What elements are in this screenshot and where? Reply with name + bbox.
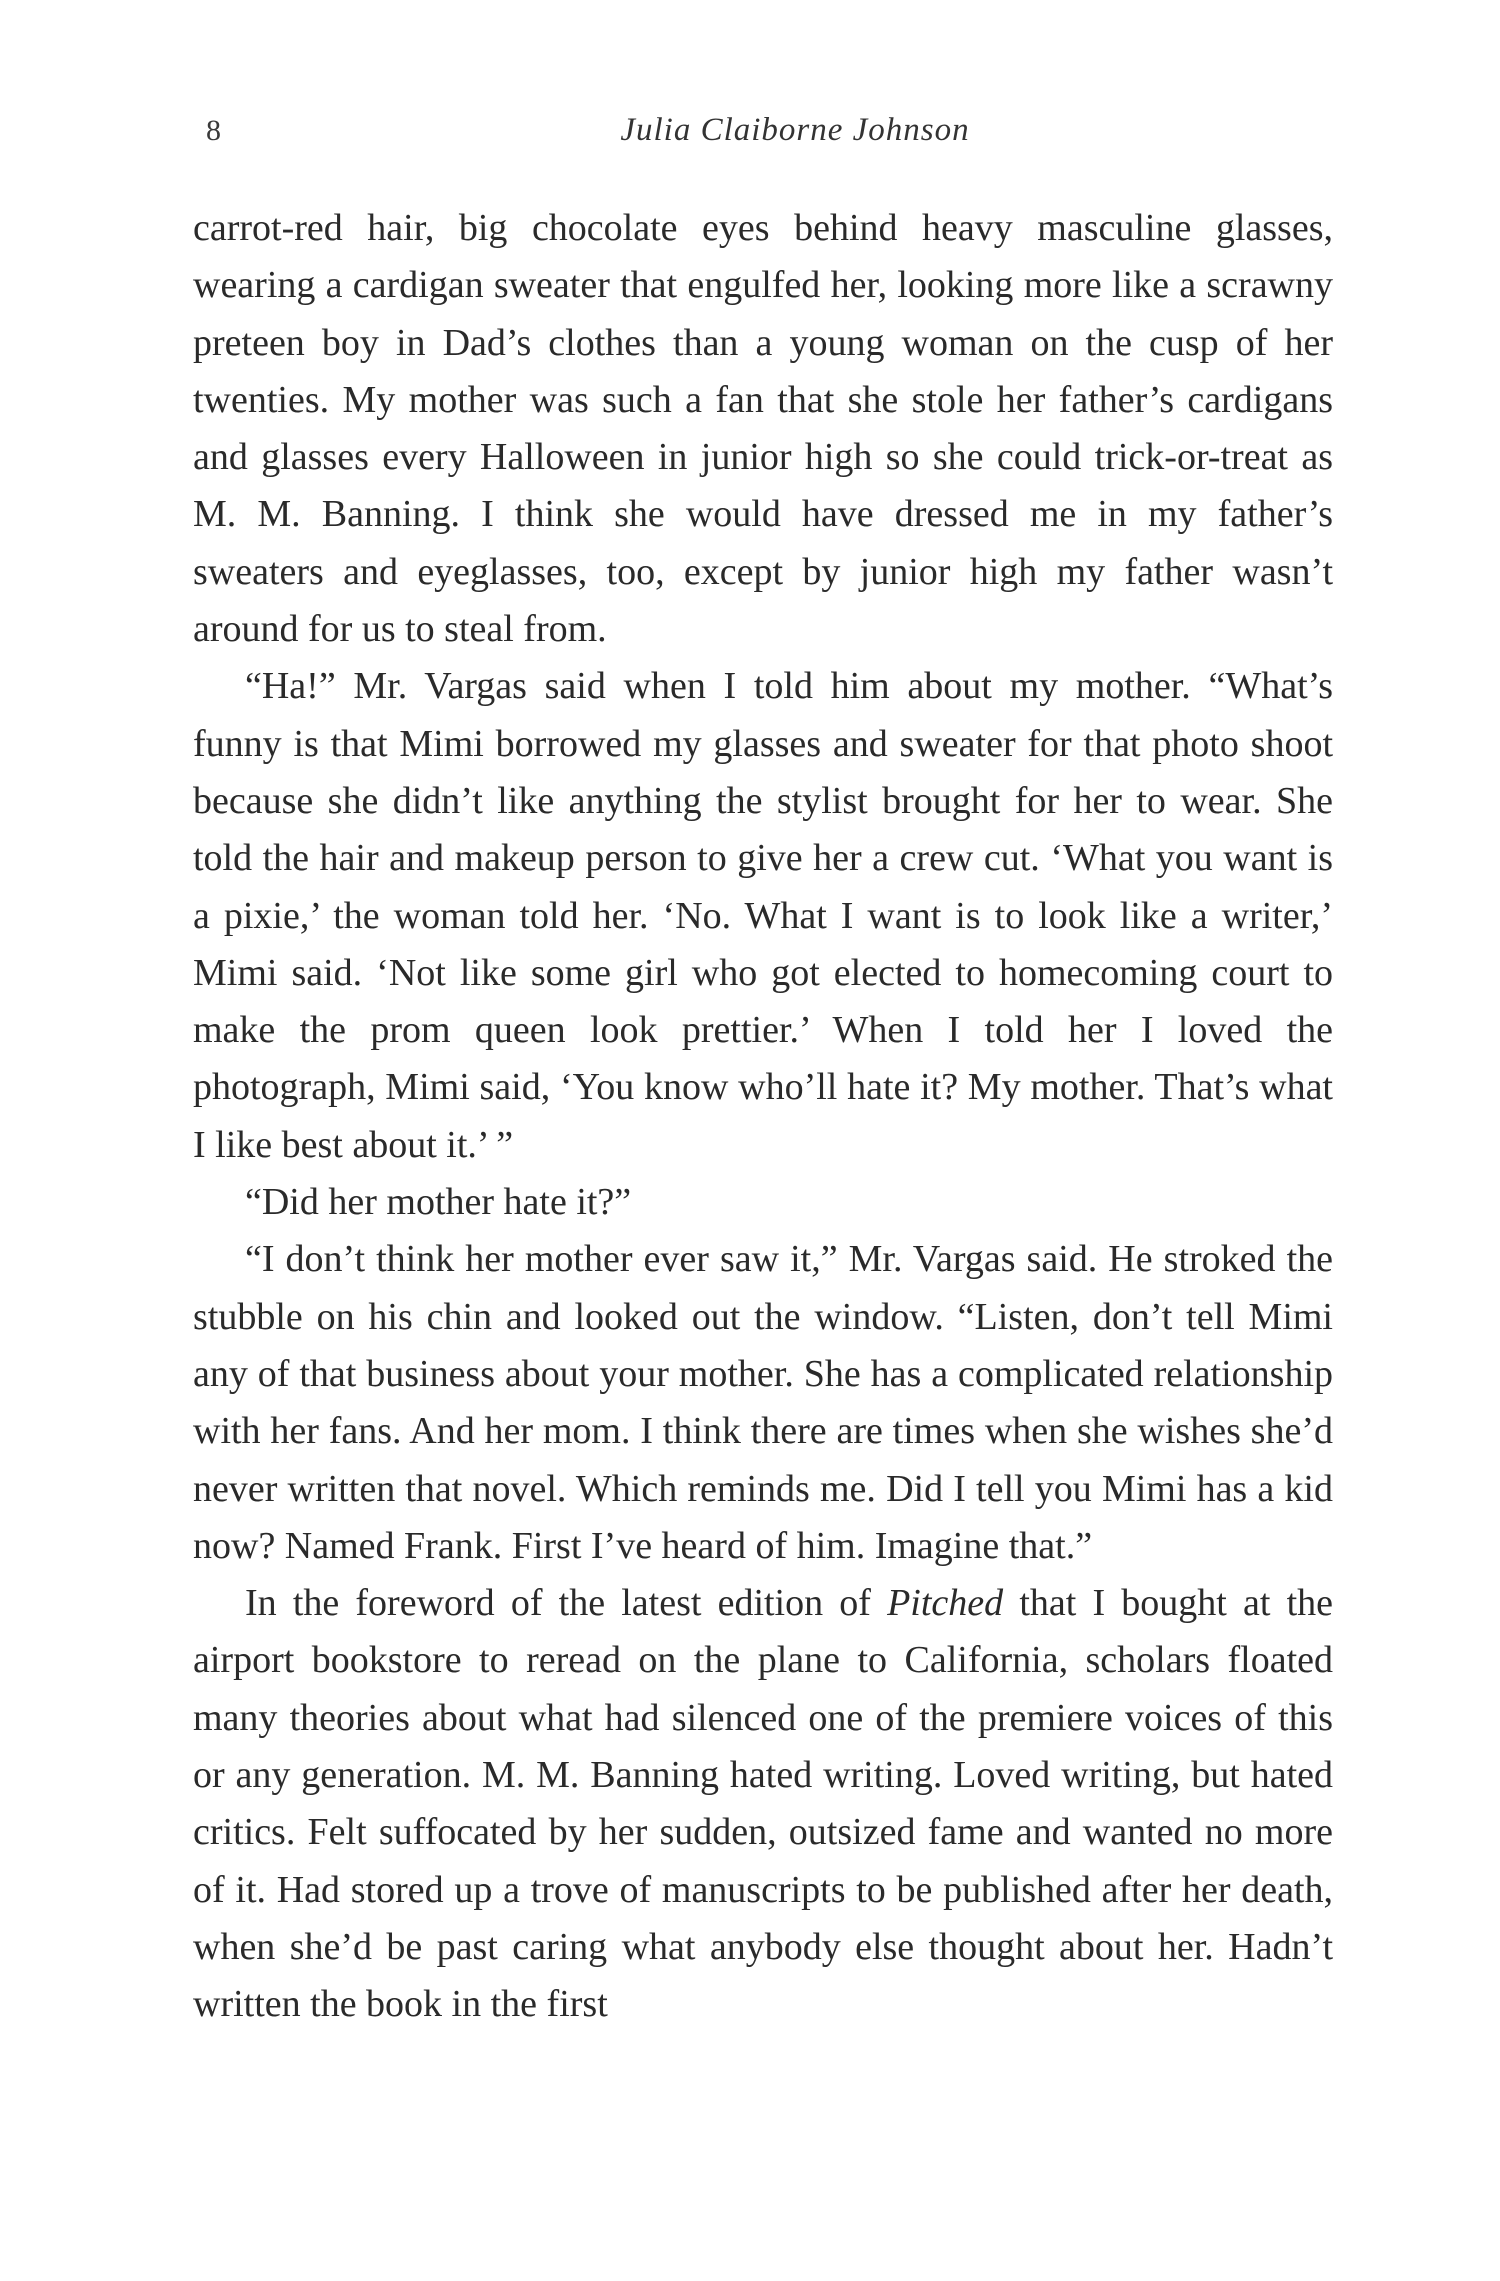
paragraph: “I don’t think her mother ever saw it,” Mr. Vargas said. He stroked the stubble on his chin and looked out the window. “Listen, don’t tell Mimi any of that business about your mother. She has a complicated relationship with her fans. And her mom. I think there are times when she wishes she’d never written that novel. Which reminds me. Did I tell you Mimi has a kid now? Named Frank. First I’ve heard of him. Imagine that.” bbox=[193, 1238, 1333, 1567]
paragraph-text: In the foreword of the latest edition of bbox=[245, 1582, 888, 1625]
running-head-author: Julia Claiborne Johnson bbox=[620, 112, 970, 148]
body-text bbox=[193, 200, 1333, 2034]
paragraph-foreword bbox=[193, 1575, 1333, 2033]
book-title: Pitched bbox=[887, 1582, 1004, 1625]
paragraph-text: that I bought at the airport bookstore to reread on the plane to California, scholars floated many theories about what had silenced one of the premiere voices of this or any generation. M. M. Banning hated writing. Loved writing, but hated critics. Felt suffocated by her sudden, outsized fame and wanted no more of it. Had stored up a trove of manuscripts to be published after her death, when she’d be past caring what anybody else thought about her. Hadn’t written the book in the first bbox=[193, 1582, 1333, 2026]
paragraph-continued: carrot-red hair, big chocolate eyes behind heavy masculine glasses, wearing a cardigan sweater that engulfed her, looking more like a scrawny preteen boy in Dad’s clothes than a young woman on the cusp of her twenties. My mother was such a fan that she stole her father’s cardigans and glasses every Halloween in junior high so she could trick-or-treat as M. M. Banning. I think she would have dressed me in my father’s sweaters and eyeglasses, too, except by junior high my father wasn’t around for us to steal from. bbox=[193, 207, 1333, 651]
running-head bbox=[190, 110, 1330, 160]
paragraph: “Ha!” Mr. Vargas said when I told him about my mother. “What’s funny is that Mimi borrowed my glasses and sweater for that photo shoot because she didn’t like anything the stylist brought for her to wear. She told the hair and makeup person to give her a crew cut. ‘What you want is a pixie,’ the woman told her. ‘No. What I want is to look like a writer,’ Mimi said. ‘Not like some girl who got elected to homecoming court to make the prom queen look prettier.’ When I told her I loved the photograph, Mimi said, ‘You know who’ll hate it? My mother. That’s what I like best about it.’ ” bbox=[193, 665, 1333, 1166]
paragraph: “Did her mother hate it?” bbox=[245, 1181, 632, 1224]
page-number: 8 bbox=[206, 114, 221, 147]
